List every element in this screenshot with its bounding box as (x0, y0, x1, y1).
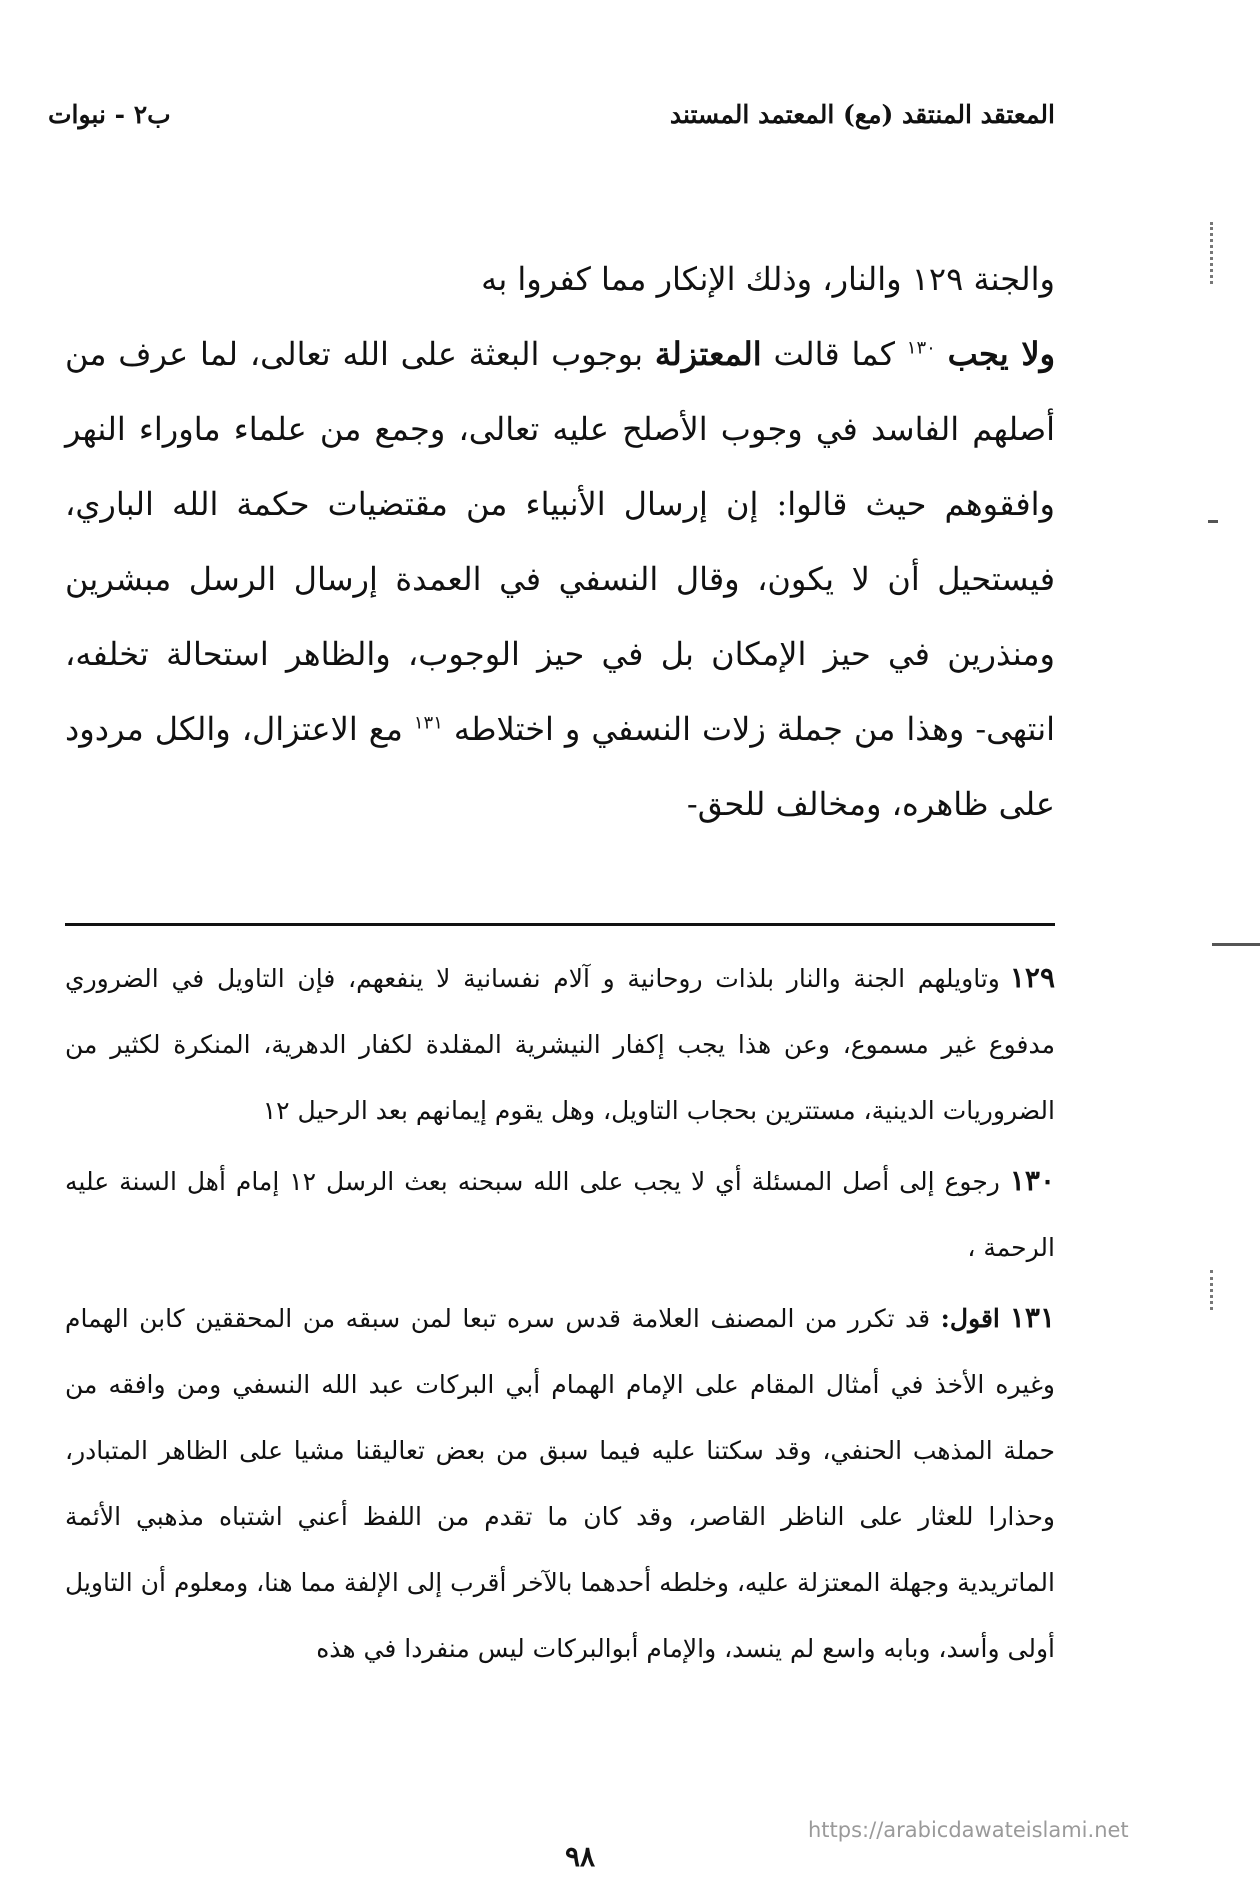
main-text (65, 242, 1055, 842)
scan-margin-mark (1208, 520, 1218, 523)
footnote-number: ١٣٠ (1009, 1164, 1055, 1197)
footnote-131 (65, 1285, 1055, 1682)
page-number: ٩٨ (564, 1840, 596, 1873)
footnote-ref-130: ١٣٠ (906, 337, 936, 359)
bold-phrase-la-yajib: ولا يجب (947, 335, 1056, 373)
footnotes (65, 945, 1055, 1686)
running-header (48, 100, 1055, 140)
section-label: ب٢ - نبوات (48, 100, 171, 129)
watermark: https://arabicdawateislami.net (808, 1818, 1129, 1842)
paragraph-text-2: بوجوب البعثة على الله تعالى، لما عرف من أصلهم الفاسد في وجوب الأصلح عليه تعالى، وجمع من علماء ماوراء النهر وافقوهم حيث قالوا: إن إرسال الأنبياء من مقتضيات حكمة الله الباري، فيستحيل أن لا يكون، وقال النسفي في العمدة إرسال الرسل مبشرين ومنذرين في حيز الإمكان بل في حيز الوجوب، والظاهر استحالة تخلفه، انتهى- وهذا من جملة زلات النسفي و اختلاطه (65, 335, 1056, 748)
footnote-ref-131: ١٣١ (413, 712, 443, 734)
bold-phrase-mutazila: المعتزلة (654, 335, 762, 373)
footnote-lead: اقول: (940, 1304, 1000, 1333)
footnote-text: وتاويلهم الجنة والنار بلذات روحانية و آلام نفسانية لا ينفعهم، فإن التاويل في الضروري مدفوع غير مسموع، وعن هذا يجب إكفار النيشرية المقلدة لكفار الدهرية، المنكرة لكثير من الضروريات الدينية، مستترين بحجاب التاويل، وهل يقوم إيمانهم بعد الرحيل ١٢ (65, 964, 1055, 1125)
footnote-number: ١٣١ (1009, 1301, 1056, 1334)
scan-margin-mark (1210, 222, 1216, 284)
book-title: المعتقد المنتقد (مع) المعتمد المستند (669, 100, 1055, 129)
footnote-text: قد تكرر من المصنف العلامة قدس سره تبعا لمن سبقه من المحققين كابن الهمام وغيره الأخذ في أمثال المقام على الإمام الهمام أبي البركات عبد الله النسفي ومن وافقه من حملة المذهب الحنفي، وقد سكتنا عليه فيما سبق من بعض تعاليقنا مشيا على الظاهر المتبادر، وحذارا للعثار على الناظر القاصر، وقد كان ما تقدم من اللفظ أعني اشتباه مذهبي الأئمة الماتريدية وجهلة المعتزلة عليه، وخلطه أحدهما بالآخر أقرب إلى الإلفة مما هنا، ومعلوم أن التاويل أولى وأسد، وبابه واسع لم ينسد، والإمام أبوالبركات ليس منفردا في هذه (65, 1304, 1055, 1663)
paragraph-text-1: كما قالت (773, 335, 895, 373)
footnote-number: ١٢٩ (1009, 961, 1055, 994)
footnote-separator (65, 923, 1055, 926)
scan-margin-mark (1210, 1270, 1216, 1310)
footnote-text: رجوع إلى أصل المسئلة أي لا يجب على الله سبحنه بعث الرسل ١٢ إمام أهل السنة عليه الرحمة ، (65, 1167, 1055, 1262)
footnote-129 (65, 945, 1055, 1144)
scan-margin-mark (1212, 943, 1260, 946)
paragraph-text-3: مع الاعتزال، والكل مردود على ظاهره، ومخالف للحق- (65, 710, 1055, 823)
main-line-1: والجنة ١٢٩ والنار، وذلك الإنكار مما كفروا به (481, 260, 1055, 298)
main-paragraph (65, 317, 1055, 842)
footnote-130 (65, 1148, 1055, 1281)
